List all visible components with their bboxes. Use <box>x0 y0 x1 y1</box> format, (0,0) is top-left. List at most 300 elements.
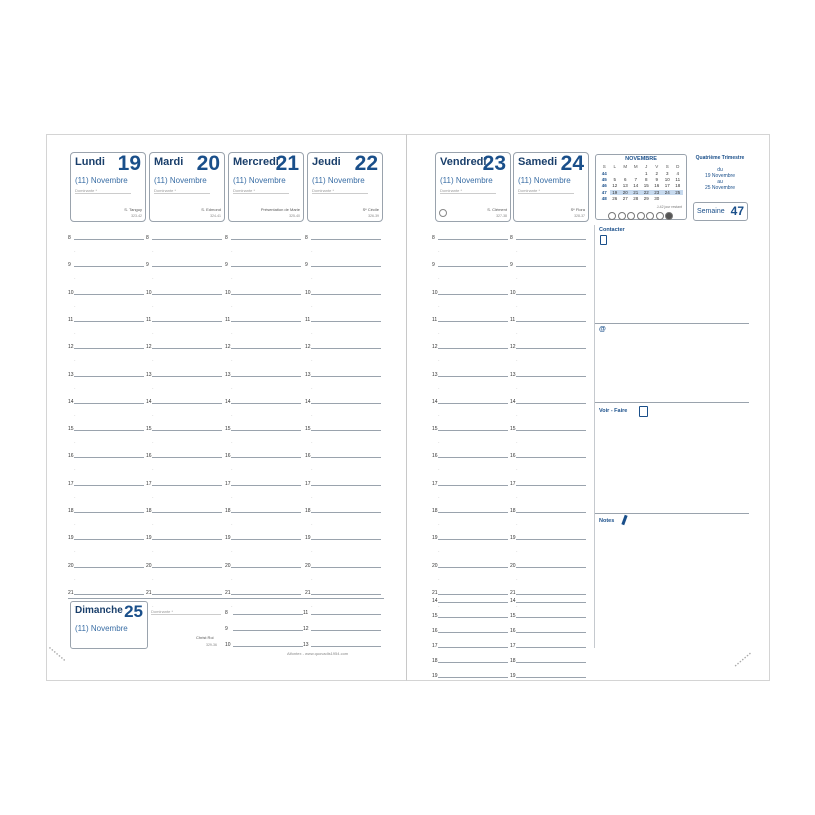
day-month: (11) Novembre <box>518 176 571 185</box>
hour-line <box>152 485 222 486</box>
hour-line <box>311 594 381 595</box>
half-hour-dash: - <box>516 275 518 281</box>
hour-label: 14 <box>225 398 231 405</box>
calendar-cell: 48 <box>601 195 607 201</box>
hour-label: 19 <box>68 535 74 542</box>
half-hour-dash: - <box>231 521 233 526</box>
hour-label: 12 <box>225 344 231 351</box>
half-hour-dash: - <box>438 439 440 445</box>
hour-label: 11 <box>510 316 516 323</box>
half-hour-dash: - <box>311 466 313 472</box>
hour-line <box>516 602 586 603</box>
day-header <box>228 152 304 222</box>
week-number: 47 <box>730 204 744 218</box>
hour-line <box>311 430 381 431</box>
hour-line <box>516 647 586 648</box>
calendar-cell: 23 <box>652 190 663 195</box>
hour-label: 18 <box>68 508 74 514</box>
hour-line <box>516 539 586 540</box>
hour-label: 10 <box>432 289 438 296</box>
day-of-year: 328-37 <box>574 214 585 218</box>
calendar-cell: 22 <box>641 190 652 195</box>
hour-line <box>516 403 586 404</box>
calendar-cell: 14 <box>633 183 639 189</box>
hour-line <box>516 294 586 295</box>
half-hour-dash: - <box>152 575 154 581</box>
quarter-to: 25 Novembre <box>704 185 735 191</box>
sunday-number: 25 <box>124 602 143 621</box>
sunday-name: Dimanche <box>75 605 123 616</box>
hour-line <box>311 614 381 615</box>
hour-label: 11 <box>146 316 152 323</box>
hour-label: 8 <box>305 235 308 241</box>
calendar-cell: 21 <box>631 190 642 195</box>
half-hour-dash: - <box>516 439 518 445</box>
weekday-circle <box>665 212 673 220</box>
hour-label: 16 <box>68 453 74 460</box>
hour-label: 21 <box>305 589 311 596</box>
half-hour-dash: - <box>152 384 154 390</box>
hour-line <box>231 321 301 322</box>
day-month: (11) Novembre <box>312 176 365 185</box>
half-hour-dash: - <box>231 248 233 253</box>
hour-line <box>516 348 586 349</box>
hour-label: 12 <box>305 344 311 351</box>
half-hour-dash: - <box>311 521 313 526</box>
hour-line <box>516 617 586 618</box>
half-hour-dash: - <box>231 575 233 581</box>
day-note: Dominante * <box>312 188 368 194</box>
hour-label: 20 <box>510 562 516 569</box>
weekday-circle <box>627 212 635 220</box>
hour-label: 10 <box>305 289 311 296</box>
hour-label: 21 <box>146 589 152 596</box>
calendar-cell: 46 <box>601 183 607 189</box>
half-hour-dash: - <box>74 275 76 281</box>
calendar-cell: 26 <box>612 195 618 201</box>
week-number-box <box>693 202 748 221</box>
day-note: Dominante * <box>518 188 574 194</box>
hour-label: 11 <box>68 316 74 323</box>
hour-line <box>311 376 381 377</box>
half-hour-dash: - <box>231 493 233 499</box>
contacter-title: Contacter <box>599 227 625 233</box>
hour-line <box>152 539 222 540</box>
day-month: (11) Novembre <box>75 176 128 185</box>
half-hour-dash: - <box>74 439 76 445</box>
weekday-circle <box>637 212 645 220</box>
day-saint: Sᵉ Flora <box>570 207 585 212</box>
hour-label: 19 <box>432 535 438 542</box>
hour-label: 15 <box>305 426 311 433</box>
half-hour-dash: - <box>152 466 154 472</box>
calendar-header-cell: L <box>613 164 616 169</box>
hour-label: 19 <box>510 673 516 679</box>
hour-label: 20 <box>305 562 311 569</box>
hour-label: 16 <box>510 453 516 460</box>
hour-label: 18 <box>432 658 438 664</box>
half-hour-dash: - <box>152 302 154 308</box>
divider-voir-faire <box>595 513 749 514</box>
hour-line <box>231 539 301 540</box>
hour-line <box>233 630 303 631</box>
calendar-cell: 47 <box>601 189 607 195</box>
half-hour-dash: - <box>74 411 76 417</box>
hour-line <box>152 403 222 404</box>
hour-label: 10 <box>225 642 231 648</box>
hour-label: 17 <box>510 643 516 649</box>
hour-line <box>438 539 508 540</box>
hour-line <box>516 430 586 431</box>
hour-line <box>516 594 586 595</box>
mini-calendar-note: J-42 jour restant <box>656 205 682 209</box>
day-note: Dominante * <box>233 188 289 194</box>
hour-label: 14 <box>510 398 516 405</box>
half-hour-dash: - <box>231 357 233 363</box>
calendar-cell: 24 <box>662 190 673 195</box>
hour-label: 9 <box>225 262 228 269</box>
hour-line <box>516 512 586 513</box>
calendar-cell: 15 <box>643 183 649 189</box>
day-saint: Sᵉ Cécile <box>362 207 379 212</box>
hour-line <box>152 321 222 322</box>
calendar-cell: 12 <box>612 183 618 189</box>
day-number: 24 <box>560 152 584 175</box>
half-hour-dash: - <box>311 493 313 499</box>
half-hour-dash: - <box>152 548 154 554</box>
half-hour-dash: - <box>152 493 154 499</box>
hour-line <box>231 512 301 513</box>
hour-line <box>152 294 222 295</box>
hour-line <box>438 266 508 267</box>
hour-line <box>231 294 301 295</box>
day-number: 21 <box>275 152 299 175</box>
quarter-du: du <box>717 167 723 173</box>
hour-label: 12 <box>510 344 516 351</box>
hour-label: 9 <box>432 262 435 269</box>
half-hour-dash: - <box>231 439 233 445</box>
half-hour-dash: - <box>438 466 440 472</box>
hour-line <box>231 376 301 377</box>
hour-line <box>74 348 144 349</box>
hour-line <box>311 512 381 513</box>
hour-label: 15 <box>510 426 516 433</box>
day-header <box>513 152 589 222</box>
hour-label: 13 <box>305 371 311 378</box>
hour-line <box>231 457 301 458</box>
hour-line <box>311 348 381 349</box>
hour-line <box>438 485 508 486</box>
hour-label: 17 <box>432 643 438 649</box>
moon-phase-icon <box>439 209 447 217</box>
calendar-header-cell: V <box>655 164 659 169</box>
hour-label: 19 <box>432 673 438 679</box>
hour-label: 13 <box>146 371 152 378</box>
sunday-note: Dominante * <box>151 609 221 615</box>
half-hour-dash: - <box>74 357 76 363</box>
hour-line <box>516 266 586 267</box>
hour-line <box>438 294 508 295</box>
hour-line <box>438 321 508 322</box>
hour-line <box>74 567 144 568</box>
hour-label: 14 <box>432 398 438 405</box>
day-name: Samedi <box>518 156 558 168</box>
hour-label: 13 <box>225 371 231 378</box>
hour-line <box>516 239 586 240</box>
hour-line <box>438 457 508 458</box>
hour-line <box>311 567 381 568</box>
hour-label: 12 <box>146 344 152 351</box>
hour-label: 12 <box>432 344 438 351</box>
half-hour-dash: - <box>438 411 440 417</box>
hour-line <box>311 294 381 295</box>
half-hour-dash: - <box>516 575 518 581</box>
hour-label: 17 <box>68 480 74 487</box>
calendar-cell: 2 <box>655 171 658 176</box>
quarter-from: 19 Novembre <box>704 173 735 179</box>
calendar-cell: 19 <box>610 190 621 195</box>
hour-line <box>152 348 222 349</box>
hour-label: 18 <box>305 508 311 514</box>
hour-line <box>231 567 301 568</box>
hour-line <box>74 294 144 295</box>
hour-line <box>152 239 222 240</box>
hour-line <box>516 677 586 678</box>
day-saint: S. Clément <box>487 207 507 212</box>
hour-label: 10 <box>510 289 516 296</box>
calendar-cell: 16 <box>654 183 660 189</box>
half-hour-dash: - <box>231 275 233 281</box>
day-header <box>70 152 146 222</box>
hour-label: 9 <box>510 262 513 269</box>
sunday-month: (11) Novembre <box>75 624 128 633</box>
hour-label: 19 <box>305 535 311 542</box>
half-hour-dash: - <box>438 302 440 308</box>
half-hour-dash: - <box>516 384 518 390</box>
day-saint: S. Edmond <box>201 207 221 212</box>
hour-label: 21 <box>225 589 231 596</box>
hour-line <box>311 239 381 240</box>
right-column-divider <box>594 225 595 648</box>
day-number: 22 <box>354 152 378 175</box>
quarter-info <box>689 155 751 191</box>
hour-label: 15 <box>432 613 438 619</box>
half-hour-dash: - <box>516 548 518 554</box>
hour-line <box>516 567 586 568</box>
day-of-year: 326-39 <box>368 214 379 218</box>
hour-line <box>74 376 144 377</box>
hour-label: 18 <box>225 508 231 514</box>
half-hour-dash: - <box>311 302 313 308</box>
half-hour-dash: - <box>231 411 233 417</box>
calendar-header-cell: D <box>676 164 680 169</box>
hour-label: 16 <box>432 453 438 460</box>
hour-label: 21 <box>510 589 516 596</box>
hour-line <box>152 512 222 513</box>
day-note: Dominante * <box>440 188 496 194</box>
hour-label: 21 <box>68 589 74 596</box>
hour-line <box>231 403 301 404</box>
weekday-circle <box>608 212 616 220</box>
half-hour-dash: - <box>311 357 313 363</box>
half-hour-dash: - <box>438 602 440 608</box>
hour-line <box>438 632 508 633</box>
hour-line <box>438 594 508 595</box>
hour-label: 17 <box>146 480 152 487</box>
email-at-icon: @ <box>599 326 606 333</box>
half-hour-dash: - <box>311 575 313 581</box>
hour-label: 12 <box>303 626 309 632</box>
quarter-title: Quatrième Trimestre <box>695 155 745 161</box>
half-hour-dash: - <box>152 329 154 335</box>
hour-label: 14 <box>510 598 516 604</box>
hour-line <box>74 512 144 513</box>
day-name: Lundi <box>75 156 105 168</box>
hour-label: 20 <box>432 562 438 569</box>
day-note: Dominante * <box>75 188 131 194</box>
hour-line <box>311 485 381 486</box>
day-of-year: 324-41 <box>210 214 221 218</box>
calendar-cell: 20 <box>620 190 631 195</box>
half-hour-dash: - <box>516 493 518 499</box>
half-hour-dash: - <box>311 384 313 390</box>
half-hour-dash: - <box>438 248 440 253</box>
day-number: 19 <box>117 152 141 175</box>
hour-label: 11 <box>305 316 311 323</box>
calendar-cell: 3 <box>665 171 669 176</box>
hour-label: 20 <box>225 562 231 569</box>
half-hour-dash: - <box>152 357 154 363</box>
hour-line <box>74 539 144 540</box>
half-hour-dash: - <box>516 411 518 417</box>
hour-label: 14 <box>432 598 438 604</box>
hour-label: 15 <box>68 426 74 433</box>
hour-line <box>438 430 508 431</box>
hour-line <box>74 594 144 595</box>
half-hour-dash: - <box>516 521 518 526</box>
hour-line <box>311 266 381 267</box>
hour-label: 18 <box>432 508 438 514</box>
half-hour-dash: - <box>74 521 76 526</box>
hour-label: 16 <box>225 453 231 460</box>
hour-line <box>152 266 222 267</box>
half-hour-dash: - <box>438 275 440 281</box>
hour-line <box>233 646 303 647</box>
calendar-cell: 13 <box>622 183 628 189</box>
calendar-header-cell: S <box>665 164 669 169</box>
hour-line <box>516 457 586 458</box>
half-hour-dash: - <box>516 248 518 253</box>
hour-label: 9 <box>225 626 228 632</box>
hour-line <box>74 403 144 404</box>
hour-label: 18 <box>146 508 152 514</box>
calendar-cell: 30 <box>654 195 660 201</box>
hour-line <box>311 539 381 540</box>
calendar-cell: 28 <box>633 195 639 201</box>
hour-line <box>152 567 222 568</box>
notes-title: Notes <box>599 518 615 524</box>
hour-label: 17 <box>432 480 438 487</box>
half-hour-dash: - <box>152 602 154 608</box>
calendar-cell: 25 <box>673 190 684 195</box>
hour-label: 8 <box>225 610 228 616</box>
half-hour-dash: - <box>231 329 233 335</box>
calendar-header-cell: S <box>602 164 606 169</box>
hour-label: 17 <box>225 480 231 487</box>
calendar-header-cell: M <box>633 164 638 169</box>
half-hour-dash: - <box>438 329 440 335</box>
half-hour-dash: - <box>231 602 233 608</box>
hour-label: 8 <box>225 235 228 241</box>
hour-line <box>74 239 144 240</box>
half-hour-dash: - <box>74 384 76 390</box>
calendar-cell: 9 <box>655 177 658 183</box>
calendar-cell: 17 <box>664 183 670 189</box>
half-hour-dash: - <box>74 248 76 253</box>
calendar-header-cell: J <box>645 164 648 169</box>
hour-line <box>311 457 381 458</box>
hour-line <box>152 376 222 377</box>
corner-perforation-left: ••••••• <box>46 645 68 665</box>
day-number: 20 <box>196 152 220 175</box>
day-number: 23 <box>482 152 506 175</box>
half-hour-dash: - <box>516 602 518 608</box>
hour-label: 14 <box>146 398 152 405</box>
calendar-cell: 5 <box>613 177 616 183</box>
hour-label: 9 <box>305 262 308 269</box>
hour-label: 10 <box>68 289 74 296</box>
half-hour-dash: - <box>438 575 440 581</box>
hour-line <box>311 630 381 631</box>
calendar-cell: 1 <box>644 171 648 176</box>
hour-line <box>74 321 144 322</box>
hour-label: 8 <box>68 235 71 241</box>
day-name: Mardi <box>154 156 184 168</box>
hour-label: 19 <box>510 535 516 542</box>
hour-line <box>74 430 144 431</box>
hour-line <box>438 617 508 618</box>
mini-calendar <box>595 154 687 220</box>
hour-line <box>516 376 586 377</box>
half-hour-dash: - <box>152 248 154 253</box>
hour-label: 11 <box>303 610 309 616</box>
hour-line <box>438 239 508 240</box>
day-of-year: 323-42 <box>131 214 142 218</box>
hour-line <box>311 321 381 322</box>
hour-label: 19 <box>146 535 152 542</box>
day-saint: S. Tanguy <box>124 207 142 212</box>
hour-line <box>516 662 586 663</box>
half-hour-dash: - <box>231 466 233 472</box>
hour-line <box>74 457 144 458</box>
hour-line <box>438 567 508 568</box>
half-hour-dash: - <box>516 357 518 363</box>
hour-line <box>231 239 301 240</box>
hour-label: 15 <box>146 426 152 433</box>
phone-icon <box>600 235 607 245</box>
hour-label: 13 <box>432 371 438 378</box>
hour-label: 8 <box>146 235 149 241</box>
day-month: (11) Novembre <box>233 176 286 185</box>
hour-label: 10 <box>146 289 152 296</box>
calendar-cell: 10 <box>664 177 670 183</box>
corner-perforation-right: ••••••• <box>733 650 755 670</box>
calendar-cell: 7 <box>634 177 637 183</box>
half-hour-dash: - <box>231 548 233 554</box>
half-hour-dash: - <box>311 275 313 281</box>
sunday-box <box>70 601 148 649</box>
hour-line <box>152 430 222 431</box>
